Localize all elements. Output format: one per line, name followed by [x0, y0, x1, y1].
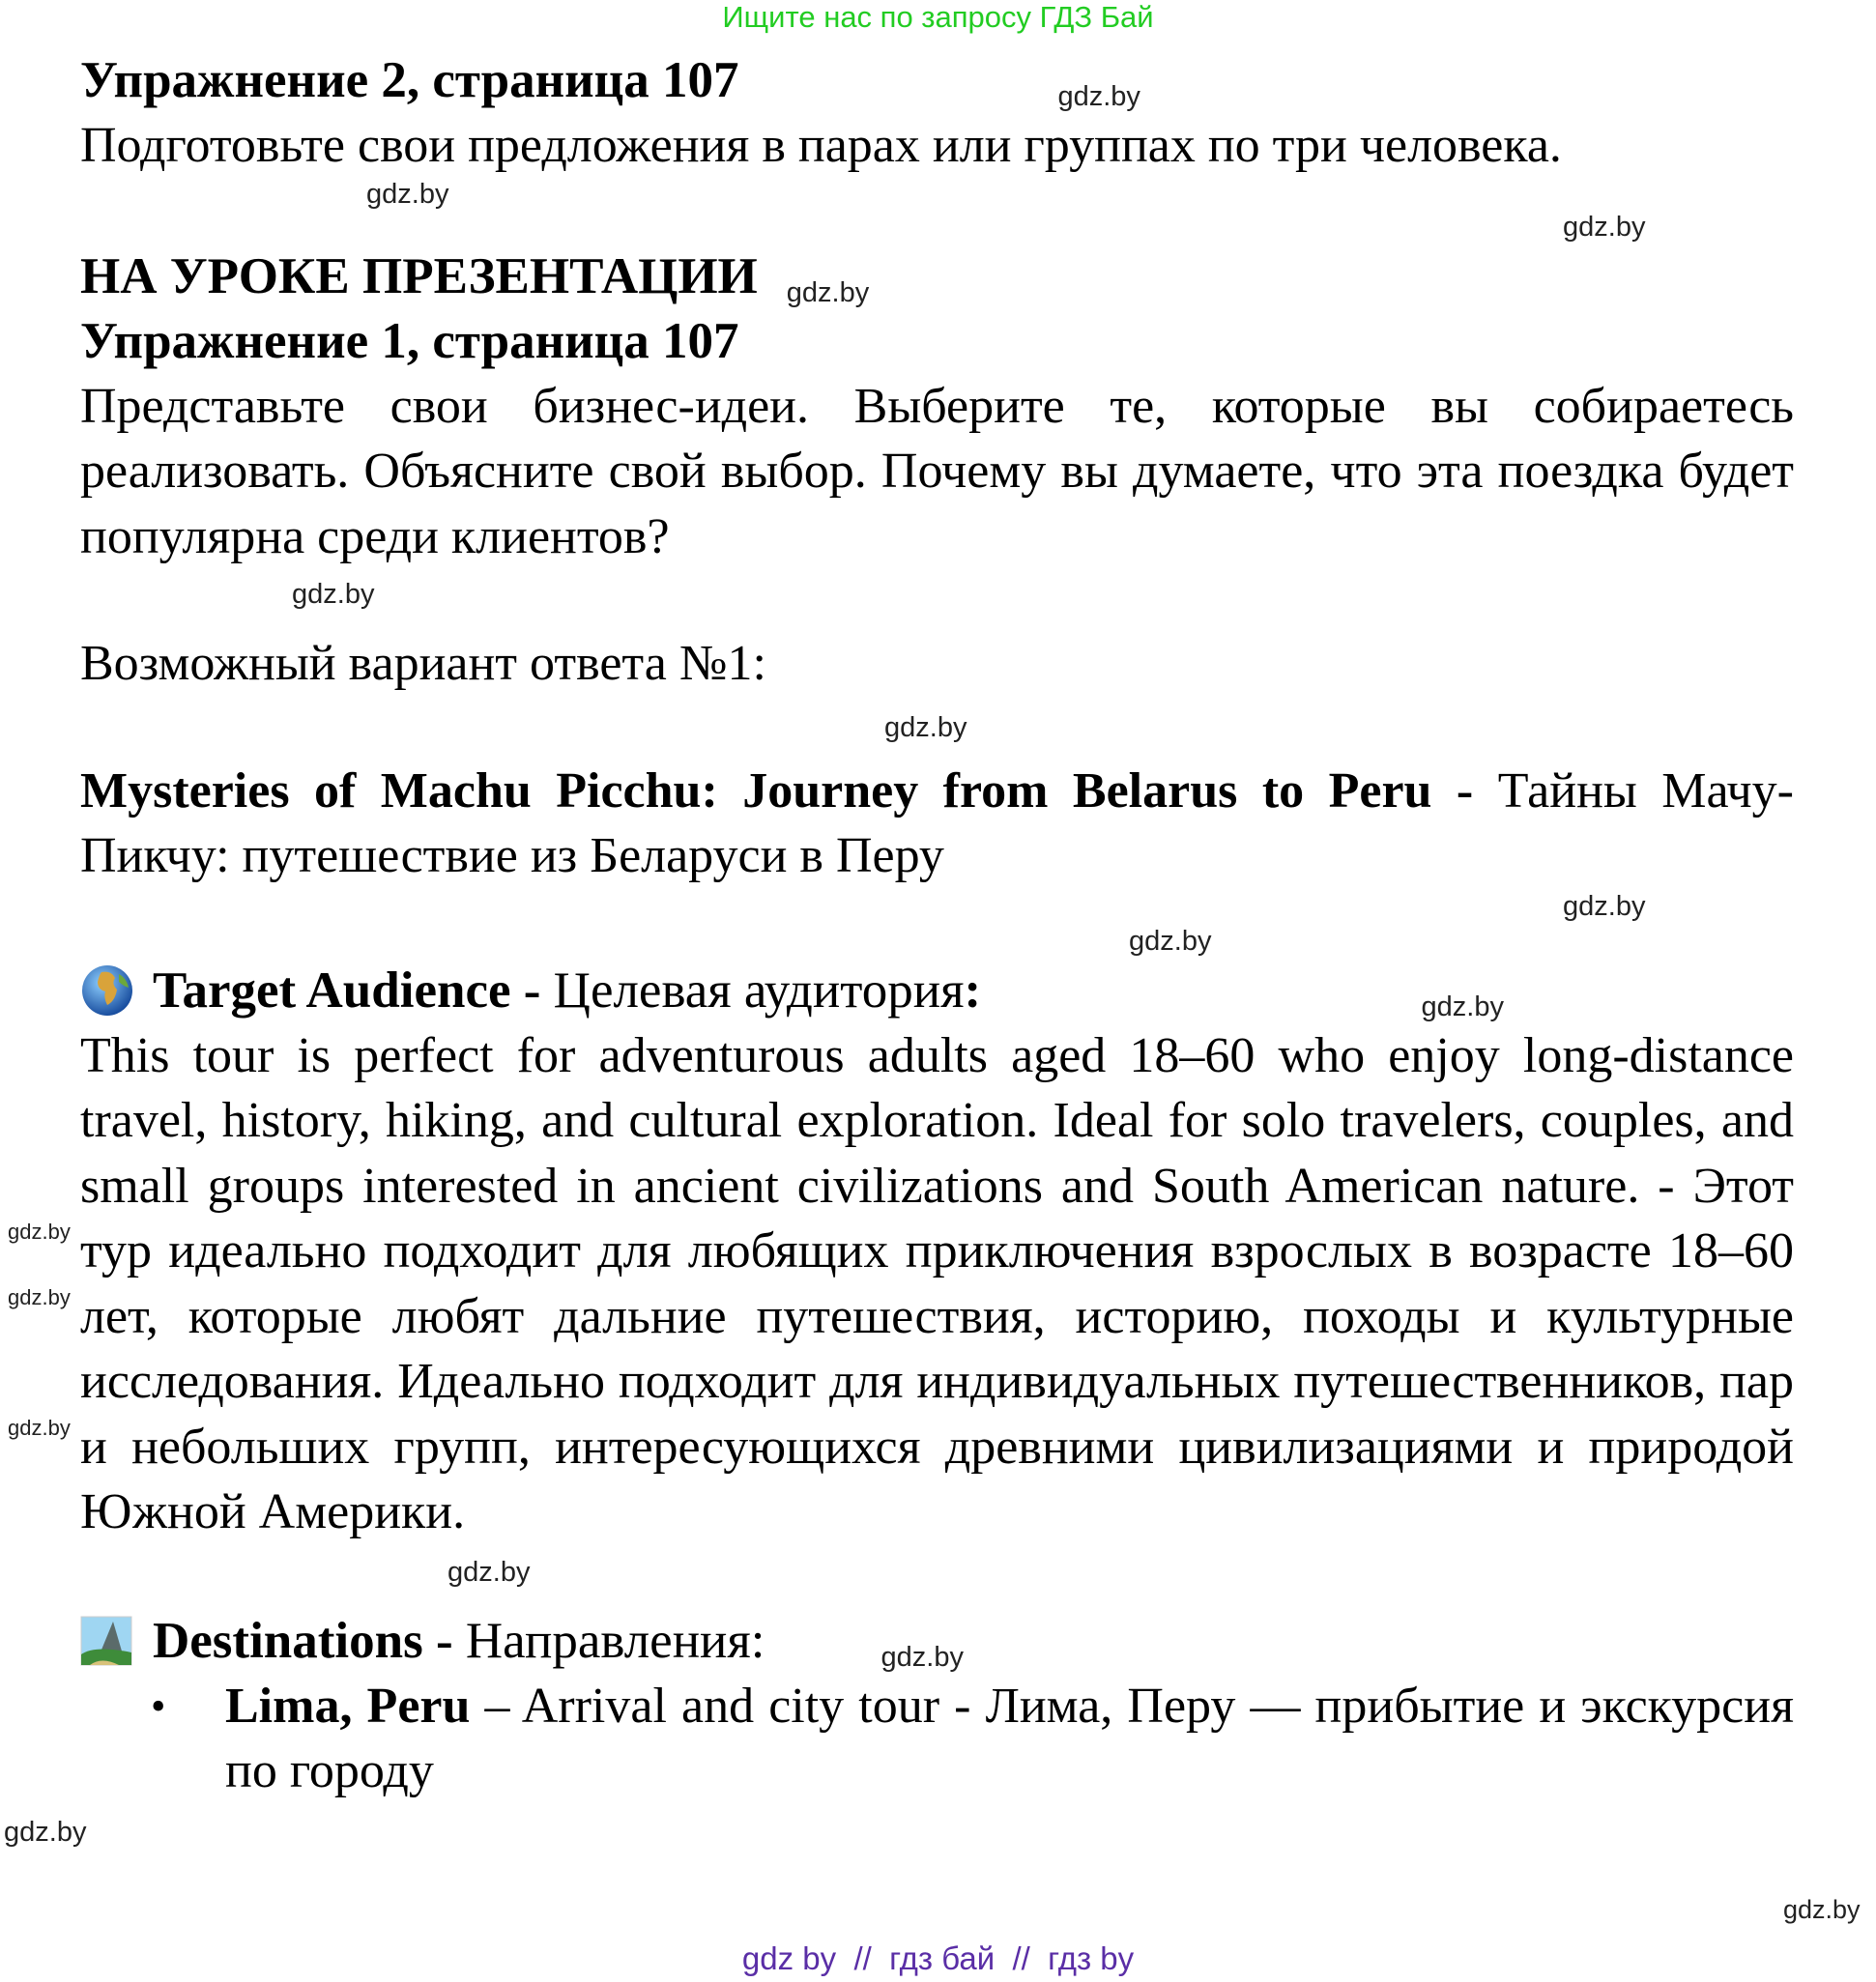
watermark: gdz.by: [1129, 925, 1212, 957]
spacer: [80, 697, 1794, 759]
audience-text: This tour is perfect for adventurous adults aged 18–60 who enjoy long-distance travel, history, hiking, and cultural exploration. Ideal for solo travelers, couples, and small groups interested in ancient civilizations and South American nature. - Этот тур идеально подходит для любящих приключения взрослых в возрасте 18–60 лет, которые любят дальние путешествия, историю, походы и культурные исследования. Идеально подходит для индивидуальных путешественников, пар и небольших групп, интересующихся древними цивилизациями и природой Южной Америки.: [80, 1027, 1794, 1539]
section-title: НА УРОКЕ ПРЕЗЕНТАЦИИ: [80, 247, 758, 304]
destination-desc: – Arrival and city tour - Лима, Перу — прибытие и экскурсия по городу: [225, 1678, 1794, 1798]
exercise-1-title: Упражнение 1, страница 107: [80, 312, 739, 369]
destinations-heading: [153, 1609, 765, 1674]
watermark: gdz.by: [884, 711, 967, 743]
destinations-heading-row: [80, 1609, 1794, 1674]
bullet-icon: •: [151, 1681, 166, 1730]
footer-links: gdz by // гдз бай // гдз by: [741, 1940, 1135, 1976]
answer-label: Возможный вариант ответа №1:: [80, 636, 766, 691]
spacer: [80, 889, 1794, 959]
watermark: gdz.by: [1057, 81, 1140, 112]
document-body: [80, 48, 1794, 1804]
watermark: gdz.by: [1421, 991, 1504, 1022]
tour-title: [80, 759, 1794, 889]
exercise-1-text: Представьте свои бизнес-идеи. Выберите те, которые вы собираетесь реализовать. Объясните свой выбор. Почему вы думаете, что эта поездка будет популярна среди клиентов?: [80, 378, 1794, 564]
audience-heading: [153, 959, 981, 1023]
audience-heading-en: Target Audience -: [153, 962, 541, 1019]
watermark: gdz.by: [1563, 890, 1646, 922]
watermark: gdz.by: [4, 1817, 87, 1848]
tour-title-en: Mysteries of Machu Picchu: Journey from Belarus to Peru -: [80, 762, 1474, 819]
audience-heading-ru: Целевая аудитория: [553, 962, 965, 1019]
exercise-2-title-row: [80, 48, 1794, 113]
watermark: gdz.by: [1563, 211, 1646, 243]
top-banner: Ищите нас по запросу ГДЗ Бай: [722, 0, 1154, 34]
exercise-2-text: Подготовьте свои предложения в парах или группах по три человека.: [80, 118, 1562, 173]
exercise-2-title: Упражнение 2, страница 107: [80, 52, 739, 108]
destinations-heading-ru: Направления:: [465, 1612, 765, 1669]
watermark: gdz.by: [292, 579, 375, 610]
tour-title-ru: Тайны Мачу-Пикчу: путешествие из Беларуси в Перу: [80, 762, 1794, 883]
watermark: gdz.by: [447, 1556, 531, 1588]
watermark: gdz.by: [8, 1416, 71, 1440]
spacer: [80, 569, 1794, 631]
destination-place: Lima, Peru: [225, 1678, 471, 1734]
watermark: gdz.by: [1783, 1895, 1861, 1924]
audience-heading-row: [80, 959, 1794, 1023]
landscape-icon: [80, 1616, 132, 1666]
watermark: gdz.by: [366, 178, 449, 210]
watermark: gdz.by: [880, 1641, 964, 1673]
spacer: [80, 179, 1794, 244]
spacer: [80, 1545, 1794, 1609]
watermark: gdz.by: [786, 276, 870, 308]
globe-icon: [80, 962, 134, 1019]
destination-item: [225, 1674, 1794, 1804]
watermark: gdz.by: [8, 1220, 71, 1244]
section-title-row: [80, 244, 1794, 309]
audience-heading-colon: :: [964, 962, 982, 1019]
destination-list-item: [80, 1674, 1794, 1804]
watermark: gdz.by: [8, 1285, 71, 1309]
destinations-heading-en: Destinations -: [153, 1612, 453, 1669]
